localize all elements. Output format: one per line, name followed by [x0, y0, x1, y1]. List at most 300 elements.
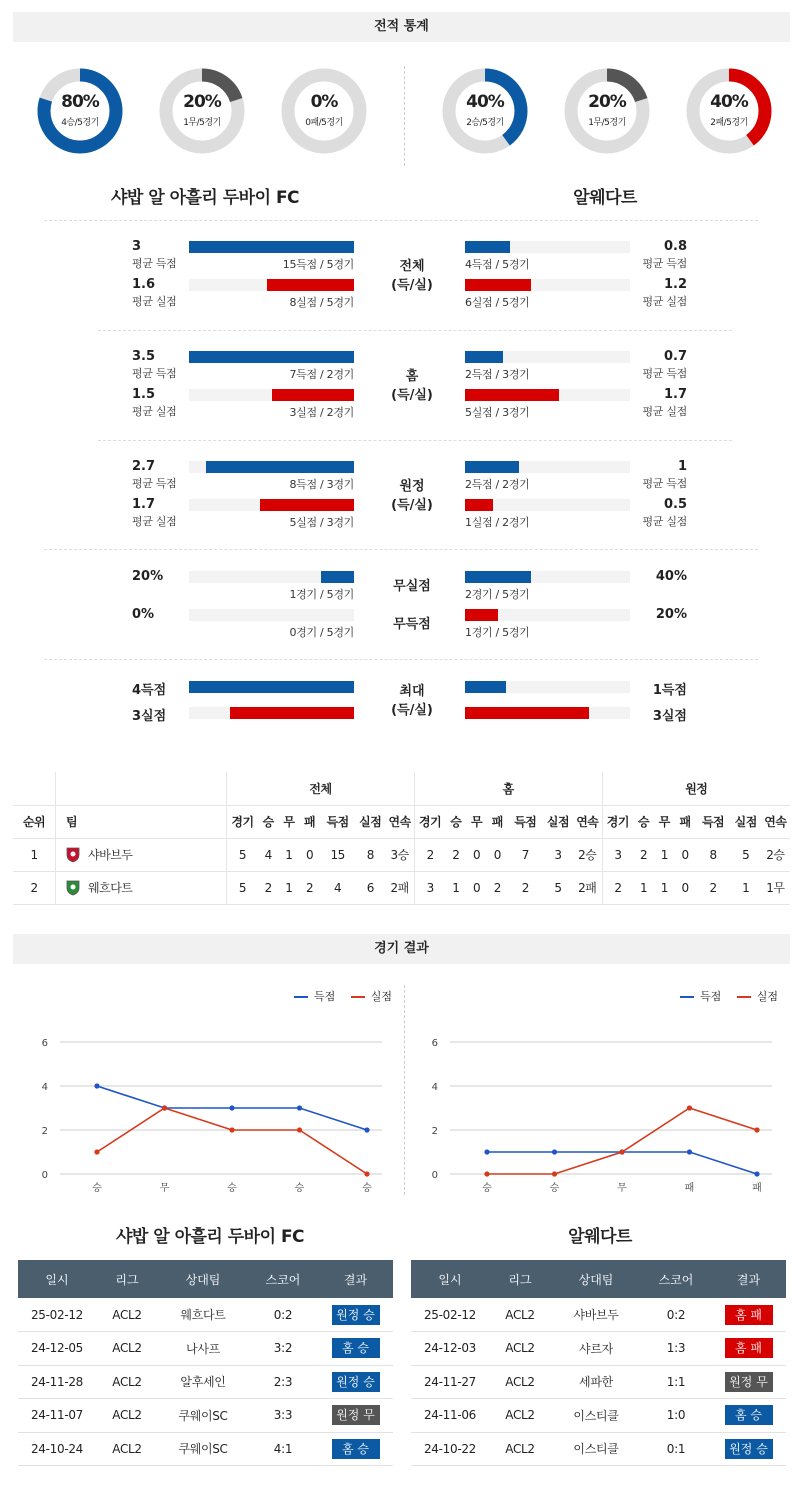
stat-cell: 2 — [299, 871, 320, 904]
column-header: 실점 — [731, 805, 761, 838]
right-bar-caption: 1실점 / 2경기 — [465, 516, 530, 529]
left-stat-value: 2.7 — [132, 459, 156, 474]
result-score: 0:2 — [641, 1298, 711, 1332]
result-cell — [711, 1399, 786, 1433]
section-label — [382, 367, 442, 405]
standings-row — [13, 838, 790, 871]
data-point-conceded — [229, 1127, 234, 1132]
result-opp: 쿠웨이SC — [158, 1399, 248, 1433]
stat-cell: 2패 — [573, 871, 602, 904]
left-bar-fill — [206, 461, 355, 473]
right-bar-track — [465, 499, 630, 511]
right-stat-value: 20% — [655, 607, 687, 622]
section-label — [382, 257, 442, 295]
stat-cell: 4 — [320, 871, 355, 904]
column-header: 패 — [675, 805, 696, 838]
section-divider — [98, 440, 732, 441]
column-header: 무 — [654, 805, 675, 838]
left-stat-label: 평균 득점 — [132, 477, 177, 490]
conceded-legend-swatch — [351, 996, 365, 998]
right-bar-track — [465, 707, 630, 719]
result-cell — [318, 1298, 393, 1332]
left-team-name: 샤밥 알 아흘리 두바이 FC — [110, 188, 300, 208]
stat-cell: 0 — [466, 838, 487, 871]
left-bar-caption: 1경기 / 5경기 — [289, 588, 354, 601]
left-bar-track — [189, 389, 354, 401]
section-label — [382, 477, 442, 515]
donut-subtext: 0패/5경기 — [305, 118, 343, 128]
left-bar-caption: 8실점 / 5경기 — [289, 296, 354, 309]
donut-loss — [279, 66, 369, 156]
right-stat-label: 평균 실점 — [642, 295, 687, 308]
right-bar-track — [465, 351, 630, 363]
stat-cell: 2 — [487, 871, 508, 904]
section-label-line: 최대 — [399, 684, 425, 699]
data-point-conceded — [162, 1105, 167, 1110]
stat-cell: 2 — [695, 871, 730, 904]
result-cell — [711, 1332, 786, 1366]
right-results-team-name: 알웨다트 — [568, 1227, 632, 1247]
series-line-scored — [487, 1152, 757, 1174]
y-tick-label: 6 — [431, 1038, 438, 1049]
results-column-header: 스코어 — [248, 1260, 318, 1298]
right-bar-track — [465, 609, 630, 621]
donut-subtext: 1무/5경기 — [588, 118, 626, 128]
right-bar-fill — [465, 499, 493, 511]
result-cell — [318, 1399, 393, 1433]
left-bar-track — [189, 461, 354, 473]
stat-cell: 0 — [466, 871, 487, 904]
donut-loss — [684, 66, 774, 156]
right-bar-caption: 2득점 / 2경기 — [465, 478, 530, 491]
results-column-header: 상대팀 — [551, 1260, 641, 1298]
left-bar-fill — [260, 499, 354, 511]
stat-cell: 2승 — [573, 838, 602, 871]
team-cell — [56, 838, 227, 871]
section-label-line: (득/실) — [391, 703, 433, 718]
result-opp: 샤바브두 — [551, 1298, 641, 1332]
left-stat-label: 평균 실점 — [132, 405, 177, 418]
right-bar-fill — [465, 351, 503, 363]
y-tick-label: 0 — [41, 1170, 48, 1181]
results-header-row — [411, 1260, 786, 1298]
stat-cell: 2 — [633, 838, 654, 871]
stat-cell: 0 — [299, 838, 320, 871]
data-point-conceded — [297, 1127, 302, 1132]
results-column-header: 일시 — [18, 1260, 96, 1298]
data-point-conceded — [94, 1149, 99, 1154]
donut-percent: 40% — [710, 92, 748, 112]
rank-header: 순위 — [13, 805, 56, 838]
column-header: 연속 — [385, 805, 414, 838]
right-stat-value: 0.8 — [663, 239, 687, 254]
y-tick-label: 2 — [431, 1126, 438, 1137]
series-line-conceded — [97, 1108, 367, 1174]
left-goals-chart — [30, 1030, 390, 1195]
result-league: ACL2 — [489, 1298, 551, 1332]
standings-group-2: 원정 — [602, 772, 790, 805]
donut-percent: 80% — [61, 92, 99, 112]
right-bar-fill — [465, 241, 510, 253]
right-stat-value: 1득점 — [652, 683, 687, 698]
left-stat-value: 3 — [132, 239, 142, 254]
result-row — [411, 1298, 786, 1332]
stat-cell: 1 — [731, 871, 761, 904]
stat-cell: 0 — [675, 871, 696, 904]
standings-table — [13, 772, 790, 905]
result-badge: 홈 승 — [332, 1439, 380, 1459]
left-stat-value: 3.5 — [132, 349, 156, 364]
right-bar-caption: 2득점 / 3경기 — [465, 368, 530, 381]
stat-cell: 3승 — [385, 838, 414, 871]
donut-draw — [157, 66, 247, 156]
x-tick-label: 승 — [294, 1183, 305, 1194]
left-bar-caption: 15득점 / 5경기 — [282, 258, 354, 271]
scored-legend-label: 득점 — [700, 990, 722, 1003]
x-tick-label: 패 — [752, 1183, 762, 1194]
data-point-conceded — [687, 1105, 692, 1110]
left-bar-track — [189, 241, 354, 253]
column-header: 승 — [258, 805, 279, 838]
result-row — [18, 1365, 393, 1399]
scored-legend-swatch — [680, 996, 694, 998]
column-header: 무 — [466, 805, 487, 838]
stat-cell: 1 — [654, 838, 675, 871]
result-opp: 세파한 — [551, 1365, 641, 1399]
left-bar-track — [189, 707, 354, 719]
column-header: 득점 — [695, 805, 730, 838]
result-date: 25-02-12 — [18, 1298, 96, 1332]
left-bar-track — [189, 499, 354, 511]
section-divider — [44, 549, 758, 550]
left-bar-caption: 8득점 / 3경기 — [289, 478, 354, 491]
conceded-legend-label: 실점 — [756, 990, 779, 1003]
left-bar-track — [189, 279, 354, 291]
section-label-line: 홈 — [405, 369, 419, 384]
left-bar-fill — [230, 707, 354, 719]
stat-cell: 1 — [445, 871, 466, 904]
data-point-conceded — [484, 1171, 489, 1176]
results-header-row — [18, 1260, 393, 1298]
right-bar-track — [465, 571, 630, 583]
result-opp: 웨흐다트 — [158, 1298, 248, 1332]
section-label-line: 원정 — [399, 479, 425, 494]
left-stat-value: 1.6 — [132, 277, 156, 292]
y-tick-label: 2 — [41, 1126, 48, 1137]
result-row — [411, 1399, 786, 1433]
stat-cell: 2 — [414, 838, 445, 871]
left-bar-fill — [189, 241, 354, 253]
result-date: 24-12-03 — [411, 1332, 489, 1366]
stat-cell: 2 — [258, 871, 279, 904]
right-bar-fill — [465, 681, 506, 693]
stat-cell: 0 — [487, 838, 508, 871]
result-badge: 원정 승 — [332, 1372, 380, 1392]
data-point-scored — [552, 1149, 557, 1154]
result-league: ACL2 — [489, 1432, 551, 1466]
data-point-scored — [484, 1149, 489, 1154]
result-badge: 홈 패 — [725, 1305, 773, 1325]
result-row — [411, 1332, 786, 1366]
scored-legend-swatch — [294, 996, 308, 998]
section-divider — [44, 659, 758, 660]
stat-cell: 1 — [654, 871, 675, 904]
left-results-table — [18, 1260, 393, 1466]
donut-subtext: 1무/5경기 — [183, 118, 221, 128]
result-league: ACL2 — [96, 1365, 158, 1399]
empty-cell — [13, 772, 56, 805]
section-label-line: (득/실) — [391, 388, 433, 403]
result-score: 1:0 — [641, 1399, 711, 1433]
x-tick-label: 패 — [684, 1183, 695, 1194]
result-score: 0:1 — [641, 1432, 711, 1466]
result-score: 0:2 — [248, 1298, 318, 1332]
result-score: 4:1 — [248, 1432, 318, 1466]
result-badge: 원정 무 — [725, 1372, 773, 1392]
result-cell — [318, 1365, 393, 1399]
rank-cell: 2 — [13, 871, 56, 904]
stat-cell: 5 — [543, 871, 573, 904]
result-date: 24-11-28 — [18, 1365, 96, 1399]
result-league: ACL2 — [489, 1365, 551, 1399]
right-stat-value: 1.2 — [663, 277, 687, 292]
y-tick-label: 6 — [41, 1038, 48, 1049]
right-stat-value: 1 — [677, 459, 687, 474]
team-cell — [56, 871, 227, 904]
result-opp: 나사프 — [158, 1332, 248, 1366]
data-point-scored — [297, 1105, 302, 1110]
result-opp: 쿠웨이SC — [158, 1432, 248, 1466]
column-header: 실점 — [543, 805, 573, 838]
donut-percent: 0% — [310, 92, 338, 112]
left-stat-value: 4득점 — [132, 683, 167, 698]
results-column-header: 리그 — [489, 1260, 551, 1298]
y-tick-label: 4 — [41, 1082, 48, 1093]
stats-header: 전적 통계 — [13, 12, 790, 42]
donut-percent: 20% — [588, 92, 626, 112]
standings-group-1: 홈 — [414, 772, 602, 805]
left-bar-fill — [189, 681, 354, 693]
x-tick-label: 승 — [482, 1183, 492, 1194]
donut-subtext: 4승/5경기 — [61, 118, 99, 128]
right-stat-value: 1.7 — [663, 387, 687, 402]
right-stat-value: 0.7 — [663, 349, 687, 364]
team-header: 팀 — [56, 805, 227, 838]
team-crest-icon — [66, 880, 80, 896]
right-bar-track — [465, 279, 630, 291]
right-bar-fill — [465, 389, 559, 401]
result-badge: 원정 승 — [725, 1439, 773, 1459]
data-point-conceded — [552, 1171, 557, 1176]
result-opp: 샤르자 — [551, 1332, 641, 1366]
column-header: 연속 — [761, 805, 790, 838]
y-tick-label: 4 — [431, 1082, 438, 1093]
data-point-conceded — [364, 1171, 369, 1176]
section-label: 무득점 — [393, 617, 431, 632]
y-tick-label: 0 — [431, 1170, 438, 1181]
stat-cell: 1 — [633, 871, 654, 904]
x-tick-label: 승 — [362, 1183, 372, 1194]
section-label-line: (득/실) — [391, 498, 433, 513]
right-stat-value: 40% — [655, 569, 687, 584]
result-date: 24-11-27 — [411, 1365, 489, 1399]
result-cell — [711, 1365, 786, 1399]
left-stat-value: 3실점 — [132, 709, 167, 724]
stat-cell: 7 — [508, 838, 543, 871]
donut-draw — [562, 66, 652, 156]
left-bar-track — [189, 609, 354, 621]
result-cell — [318, 1332, 393, 1366]
stat-cell: 2패 — [385, 871, 414, 904]
donut-percent: 20% — [183, 92, 221, 112]
standings-group-0: 전체 — [227, 772, 415, 805]
x-tick-label: 무 — [617, 1183, 627, 1194]
result-league: ACL2 — [96, 1399, 158, 1433]
result-score: 3:2 — [248, 1332, 318, 1366]
right-stat-label: 평균 실점 — [642, 405, 687, 418]
column-header: 승 — [633, 805, 654, 838]
result-date: 25-02-12 — [411, 1298, 489, 1332]
right-stat-label: 평균 득점 — [642, 257, 687, 270]
data-point-scored — [754, 1171, 759, 1176]
right-bar-caption: 2경기 / 5경기 — [465, 588, 530, 601]
team-crest-icon — [66, 847, 80, 863]
results-column-header: 일시 — [411, 1260, 489, 1298]
right-bar-fill — [465, 279, 531, 291]
column-header: 경기 — [414, 805, 445, 838]
left-stat-value: 1.7 — [132, 497, 156, 512]
result-row — [18, 1332, 393, 1366]
column-header: 경기 — [227, 805, 258, 838]
right-bar-fill — [465, 571, 531, 583]
left-bar-track — [189, 681, 354, 693]
stat-cell: 2 — [602, 871, 633, 904]
left-stat-value: 1.5 — [132, 387, 156, 402]
stat-cell: 2 — [445, 838, 466, 871]
result-opp: 이스티클 — [551, 1432, 641, 1466]
stat-cell: 1 — [279, 838, 300, 871]
column-header: 경기 — [602, 805, 633, 838]
results-header: 경기 결과 — [13, 934, 790, 964]
column-header: 승 — [445, 805, 466, 838]
donut-subtext: 2패/5경기 — [710, 118, 748, 128]
result-league: ACL2 — [96, 1432, 158, 1466]
data-point-scored — [94, 1083, 99, 1088]
results-column-header: 상대팀 — [158, 1260, 248, 1298]
standings-group-header — [13, 772, 790, 805]
data-point-conceded — [619, 1149, 624, 1154]
column-header: 득점 — [320, 805, 355, 838]
left-bar-track — [189, 571, 354, 583]
x-tick-label: 무 — [159, 1183, 170, 1194]
right-bar-caption: 4득점 / 5경기 — [465, 258, 530, 271]
results-column-header: 결과 — [711, 1260, 786, 1298]
team-name-cell: 웨흐다트 — [88, 880, 133, 895]
data-point-conceded — [754, 1127, 759, 1132]
result-opp: 이스티클 — [551, 1399, 641, 1433]
left-bar-fill — [321, 571, 354, 583]
column-header: 패 — [487, 805, 508, 838]
result-badge: 홈 승 — [332, 1338, 380, 1358]
result-opp: 알후세인 — [158, 1365, 248, 1399]
left-bar-fill — [189, 351, 354, 363]
results-column-header: 스코어 — [641, 1260, 711, 1298]
stat-cell: 4 — [258, 838, 279, 871]
standings-row — [13, 871, 790, 904]
left-stat-value: 0% — [132, 607, 155, 622]
results-column-header: 리그 — [96, 1260, 158, 1298]
left-results-team-name: 샤밥 알 아흘리 두바이 FC — [115, 1227, 305, 1247]
data-point-scored — [364, 1127, 369, 1132]
result-row — [18, 1432, 393, 1466]
x-tick-label: 승 — [92, 1183, 102, 1194]
donut-percent: 40% — [466, 92, 504, 112]
stat-cell: 0 — [675, 838, 696, 871]
result-date: 24-12-05 — [18, 1332, 96, 1366]
right-bar-caption: 5실점 / 3경기 — [465, 406, 530, 419]
result-row — [411, 1432, 786, 1466]
left-bar-caption: 0경기 / 5경기 — [289, 626, 354, 639]
stat-cell: 3 — [602, 838, 633, 871]
empty-cell — [56, 772, 227, 805]
left-bar-fill — [272, 389, 355, 401]
section-label-line: 전체 — [399, 259, 425, 274]
right-bar-caption: 6실점 / 5경기 — [465, 296, 530, 309]
left-stat-label: 평균 실점 — [132, 295, 177, 308]
donut-win — [440, 66, 530, 156]
series-line-conceded — [487, 1108, 757, 1174]
data-point-scored — [229, 1105, 234, 1110]
stat-cell: 5 — [731, 838, 761, 871]
left-bar-caption: 5실점 / 3경기 — [289, 516, 354, 529]
result-date: 24-10-22 — [411, 1432, 489, 1466]
left-bar-fill — [267, 279, 354, 291]
section-label-line: (득/실) — [391, 278, 433, 293]
column-header: 실점 — [355, 805, 385, 838]
result-league: ACL2 — [489, 1332, 551, 1366]
section-label — [382, 682, 442, 720]
result-league: ACL2 — [96, 1332, 158, 1366]
column-header: 무 — [279, 805, 300, 838]
right-bar-track — [465, 241, 630, 253]
right-bar-caption: 1경기 / 5경기 — [465, 626, 530, 639]
conceded-legend-swatch — [737, 996, 751, 998]
right-chart-legend — [668, 988, 778, 1004]
left-stat-value: 20% — [132, 569, 164, 584]
right-stat-label: 평균 득점 — [642, 477, 687, 490]
result-date: 24-10-24 — [18, 1432, 96, 1466]
result-row — [411, 1365, 786, 1399]
donut-win — [35, 66, 125, 156]
result-score: 1:3 — [641, 1332, 711, 1366]
section-label: 무실점 — [393, 579, 431, 594]
result-cell — [318, 1432, 393, 1466]
scored-legend-label: 득점 — [314, 990, 336, 1003]
stat-cell: 1 — [279, 871, 300, 904]
results-column-header: 결과 — [318, 1260, 393, 1298]
result-score: 1:1 — [641, 1365, 711, 1399]
result-cell — [711, 1432, 786, 1466]
section-divider — [98, 330, 732, 331]
stat-cell: 8 — [355, 838, 385, 871]
right-stat-label: 평균 득점 — [642, 367, 687, 380]
left-bar-caption: 7득점 / 2경기 — [289, 368, 354, 381]
column-header: 패 — [299, 805, 320, 838]
result-badge: 홈 패 — [725, 1338, 773, 1358]
right-bar-track — [465, 389, 630, 401]
right-bar-fill — [465, 707, 589, 719]
left-stat-label: 평균 실점 — [132, 515, 177, 528]
